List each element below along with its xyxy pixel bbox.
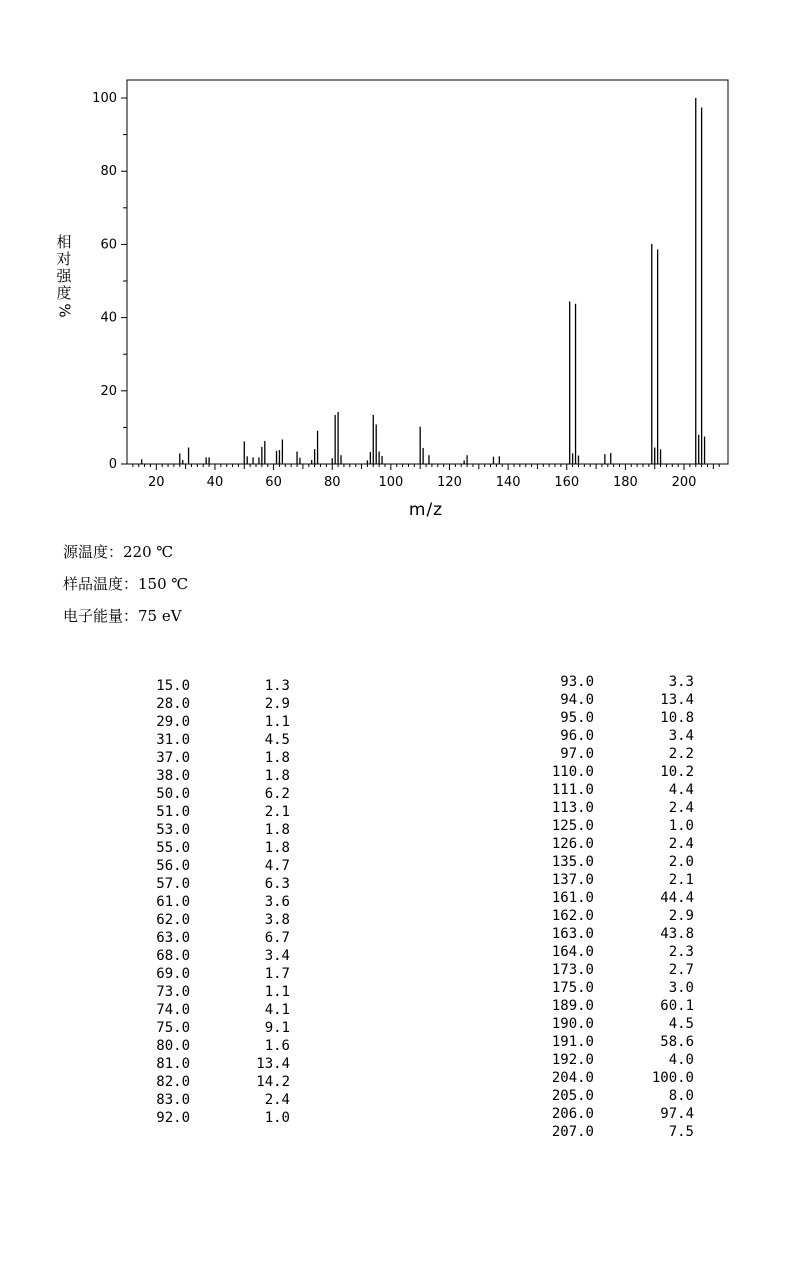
peaks-group: [142, 98, 705, 464]
intensity-value: 4.0: [668, 1052, 694, 1068]
intensity-value: 3.4: [264, 948, 290, 964]
mz-value: 126.0: [551, 836, 594, 852]
y-axis-label-unit: %: [55, 303, 74, 318]
mz-value: 161.0: [551, 890, 594, 906]
table-row: [540, 1051, 694, 1069]
table-row: [150, 767, 290, 785]
intensity-value: 2.0: [668, 854, 694, 870]
mz-value: 125.0: [551, 818, 594, 834]
table-row: [150, 875, 290, 893]
y-tick-label: 100: [92, 91, 117, 106]
table-row: [540, 745, 694, 763]
y-tick-label: 40: [100, 310, 117, 326]
mz-value: 83.0: [156, 1092, 190, 1108]
table-row: [540, 1069, 694, 1087]
table-row: [150, 1109, 290, 1127]
intensity-value: 10.2: [660, 764, 694, 780]
intensity-value: 1.7: [264, 966, 290, 982]
x-tick-label: 20: [148, 475, 165, 490]
intensity-value: 6.3: [264, 876, 290, 892]
mz-value: 62.0: [156, 912, 190, 928]
table-row: [540, 961, 694, 979]
table-row: [540, 781, 694, 799]
mz-value: 162.0: [551, 908, 594, 924]
mz-value: 81.0: [156, 1056, 190, 1072]
intensity-value: 4.7: [264, 858, 290, 874]
intensity-value: 2.7: [668, 962, 694, 978]
mz-value: 163.0: [551, 926, 594, 942]
mz-value: 61.0: [156, 894, 190, 910]
table-row: [150, 983, 290, 1001]
mz-value: 135.0: [551, 854, 594, 870]
intensity-value: 2.3: [668, 944, 694, 960]
table-row: [540, 1033, 694, 1051]
table-row: [540, 691, 694, 709]
intensity-value: 4.4: [668, 782, 694, 798]
intensity-value: 7.5: [668, 1124, 694, 1140]
mz-value: 164.0: [551, 944, 594, 960]
table-row: [150, 1073, 290, 1091]
intensity-value: 44.4: [660, 890, 694, 906]
table-row: [540, 763, 694, 781]
table-row: [150, 947, 290, 965]
mz-value: 191.0: [551, 1034, 594, 1050]
mz-value: 15.0: [156, 678, 190, 694]
x-tick-label: 80: [323, 475, 341, 490]
intensity-value: 3.4: [668, 728, 694, 744]
table-row: [540, 979, 694, 997]
x-tick-label: 60: [265, 475, 282, 490]
mz-value: 57.0: [156, 876, 190, 892]
intensity-value: 6.2: [264, 786, 290, 802]
intensity-value: 4.1: [264, 1002, 290, 1018]
table-row: [150, 965, 290, 983]
table-row: [150, 893, 290, 911]
mz-value: 56.0: [156, 858, 190, 874]
table-row: [150, 857, 290, 875]
mz-value: 38.0: [156, 768, 190, 784]
table-row: [150, 713, 290, 731]
intensity-value: 1.8: [264, 750, 290, 766]
table-row: [150, 677, 290, 695]
intensity-value: 2.2: [668, 746, 694, 762]
intensity-value: 2.9: [668, 908, 694, 924]
intensity-value: 2.4: [668, 836, 694, 852]
mz-value: 173.0: [551, 962, 594, 978]
mass-spectrum-chart: [0, 0, 794, 530]
intensity-value: 13.4: [256, 1056, 290, 1072]
mz-value: 50.0: [156, 786, 190, 802]
mz-value: 205.0: [551, 1088, 594, 1104]
mz-value: 206.0: [551, 1106, 594, 1122]
table-row: [540, 835, 694, 853]
intensity-value: 8.0: [668, 1088, 694, 1104]
y-axis-label: [54, 234, 74, 319]
table-row: [540, 727, 694, 745]
table-row: [540, 709, 694, 727]
mz-value: 55.0: [156, 840, 190, 856]
y-tick-label: 60: [100, 237, 117, 253]
table-row: [540, 1087, 694, 1105]
intensity-value: 3.6: [264, 894, 290, 910]
intensity-value: 2.1: [264, 804, 290, 820]
y-axis-label-char: 对: [56, 250, 72, 268]
mz-value: 93.0: [560, 674, 594, 690]
intensity-value: 1.6: [264, 1038, 290, 1054]
table-row: [540, 799, 694, 817]
intensity-value: 3.3: [668, 674, 694, 690]
intensity-value: 9.1: [264, 1020, 290, 1036]
electron-energy: 电子能量：75 eV: [63, 607, 182, 625]
x-tick-label: 200: [671, 475, 697, 490]
table-row: [150, 1055, 290, 1073]
mz-value: 82.0: [156, 1074, 190, 1090]
mz-value: 110.0: [551, 764, 594, 780]
y-axis-label-char: 强: [56, 267, 72, 285]
intensity-value: 1.8: [264, 822, 290, 838]
mz-value: 74.0: [156, 1002, 190, 1018]
intensity-value: 1.8: [264, 768, 290, 784]
peak-table-right: [540, 673, 694, 1141]
intensity-value: 14.2: [256, 1074, 290, 1090]
x-tick-label: 120: [437, 475, 462, 490]
table-row: [540, 817, 694, 835]
mz-value: 137.0: [551, 872, 594, 888]
source-temperature: 源温度：220 ℃: [63, 543, 174, 561]
mz-value: 29.0: [156, 714, 190, 730]
mz-value: 95.0: [560, 710, 594, 726]
mz-value: 75.0: [156, 1020, 190, 1036]
x-tick-label: 40: [206, 475, 224, 490]
intensity-value: 10.8: [660, 710, 694, 726]
mz-value: 69.0: [156, 966, 190, 982]
plot-frame: [127, 80, 728, 464]
table-row: [540, 673, 694, 691]
table-row: [540, 889, 694, 907]
x-axis: [133, 464, 719, 490]
x-tick-label: 180: [612, 475, 638, 490]
mz-value: 80.0: [156, 1038, 190, 1054]
table-row: [540, 853, 694, 871]
table-row: [150, 1019, 290, 1037]
intensity-value: 2.1: [668, 872, 694, 888]
mz-value: 175.0: [551, 980, 594, 996]
mz-value: 68.0: [156, 948, 190, 964]
intensity-value: 2.4: [264, 1092, 290, 1108]
y-axis: [92, 91, 127, 472]
x-axis-label: m/z: [408, 500, 444, 520]
table-row: [150, 929, 290, 947]
mz-value: 94.0: [560, 692, 594, 708]
table-row: [150, 839, 290, 857]
x-tick-label: 100: [378, 475, 404, 490]
table-row: [150, 803, 290, 821]
table-row: [150, 749, 290, 767]
x-tick-label: 140: [495, 475, 521, 490]
mz-value: 92.0: [156, 1110, 190, 1126]
mz-value: 192.0: [551, 1052, 594, 1068]
y-axis-label-char: 相: [56, 233, 72, 251]
intensity-value: 2.9: [264, 696, 290, 712]
intensity-value: 4.5: [668, 1016, 694, 1032]
table-row: [150, 1091, 290, 1109]
y-tick-label: 20: [100, 383, 117, 399]
intensity-value: 6.7: [264, 930, 290, 946]
table-row: [540, 997, 694, 1015]
table-row: [540, 907, 694, 925]
intensity-value: 1.3: [264, 678, 290, 694]
mz-value: 96.0: [560, 728, 594, 744]
mz-value: 97.0: [560, 746, 594, 762]
intensity-value: 43.8: [660, 926, 694, 942]
mz-value: 53.0: [156, 822, 190, 838]
mz-value: 207.0: [551, 1124, 594, 1140]
table-row: [150, 695, 290, 713]
table-row: [540, 1105, 694, 1123]
intensity-value: 1.0: [668, 818, 694, 834]
mz-value: 73.0: [156, 984, 190, 1000]
y-tick-label: 80: [100, 164, 117, 180]
intensity-value: 60.1: [660, 998, 694, 1014]
table-row: [150, 731, 290, 749]
table-row: [540, 871, 694, 889]
table-row: [150, 911, 290, 929]
table-row: [150, 821, 290, 839]
mz-value: 190.0: [551, 1016, 594, 1032]
intensity-value: 13.4: [660, 692, 694, 708]
y-tick-label: 0: [108, 457, 117, 472]
table-row: [150, 1001, 290, 1019]
mz-value: 204.0: [551, 1070, 594, 1086]
sample-temperature: 样品温度：150 ℃: [63, 575, 189, 593]
y-axis-label-char: 度: [56, 284, 72, 302]
intensity-value: 58.6: [660, 1034, 694, 1050]
peak-table-left: [150, 677, 290, 1127]
mz-value: 37.0: [156, 750, 190, 766]
mz-value: 28.0: [156, 696, 190, 712]
intensity-value: 1.0: [264, 1110, 290, 1126]
mz-value: 189.0: [551, 998, 594, 1014]
table-row: [540, 1123, 694, 1141]
intensity-value: 3.8: [264, 912, 290, 928]
intensity-value: 3.0: [668, 980, 694, 996]
mz-value: 51.0: [156, 804, 190, 820]
table-row: [540, 925, 694, 943]
table-row: [150, 1037, 290, 1055]
intensity-value: 2.4: [668, 800, 694, 816]
table-row: [540, 943, 694, 961]
intensity-value: 1.1: [264, 714, 290, 730]
intensity-value: 100.0: [651, 1070, 694, 1086]
mz-value: 31.0: [156, 732, 190, 748]
mz-value: 113.0: [551, 800, 594, 816]
intensity-value: 97.4: [660, 1106, 694, 1122]
table-row: [540, 1015, 694, 1033]
x-tick-label: 160: [554, 475, 580, 490]
intensity-value: 1.1: [264, 984, 290, 1000]
table-row: [150, 785, 290, 803]
intensity-value: 4.5: [264, 732, 290, 748]
intensity-value: 1.8: [264, 840, 290, 856]
mz-value: 111.0: [551, 782, 594, 798]
mz-value: 63.0: [156, 930, 190, 946]
